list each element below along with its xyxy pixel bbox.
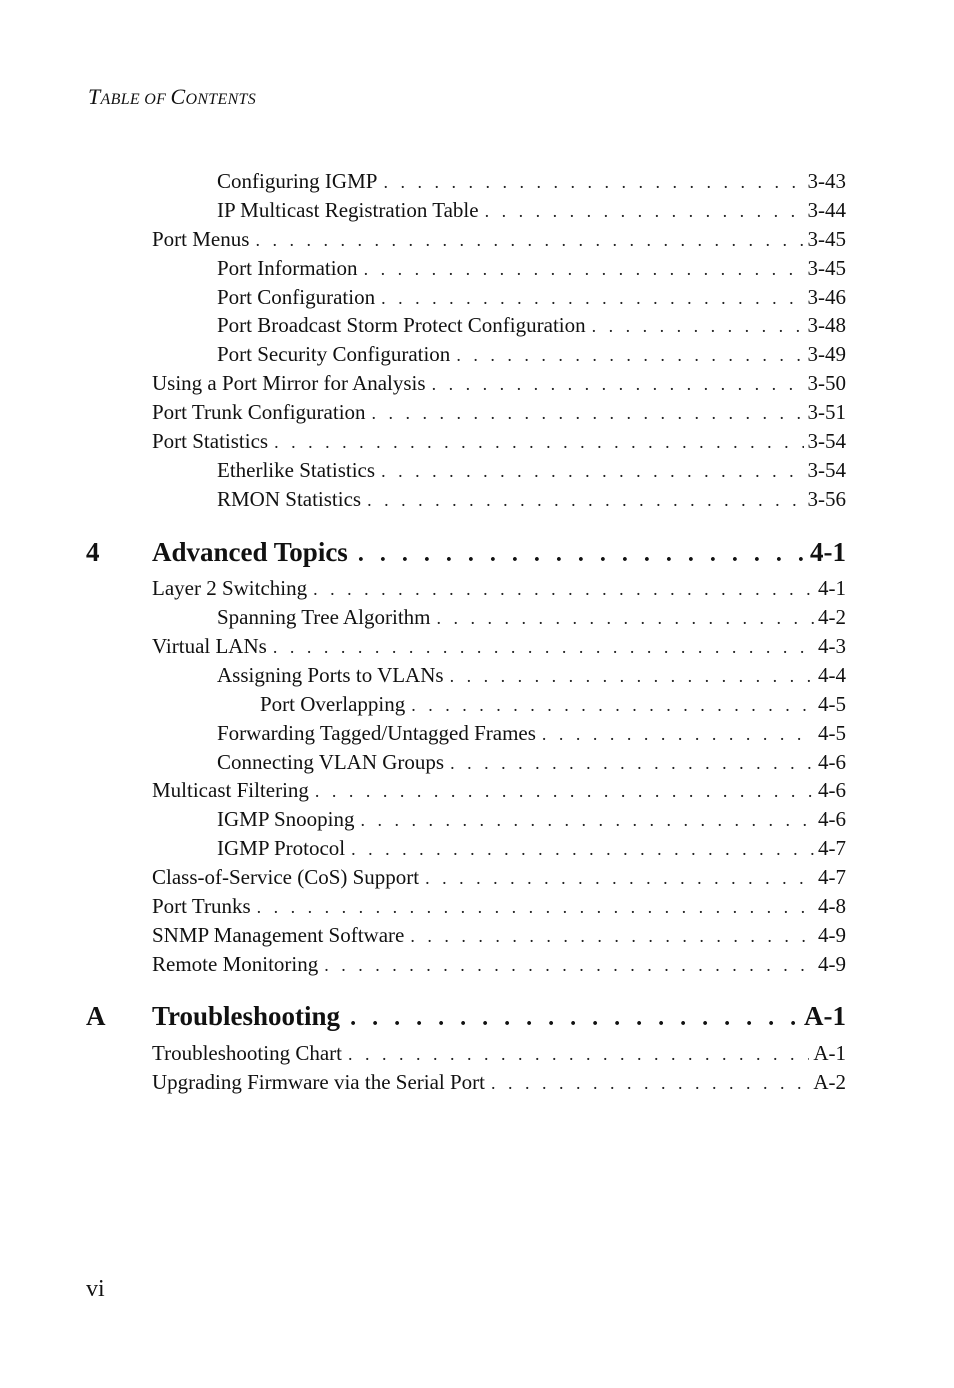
toc-entry-page: 4-8 [818, 894, 846, 918]
toc-entry[interactable] [260, 691, 846, 718]
toc-entry-label: IGMP Snooping [217, 807, 355, 831]
toc-entry-page: 3-49 [807, 342, 846, 366]
toc-entry-label: Port Security Configuration [217, 342, 451, 366]
toc-entry-page: 3-45 [807, 227, 846, 251]
toc-entry-label: Forwarding Tagged/Untagged Frames [217, 721, 536, 745]
appendix-heading[interactable] [152, 1000, 846, 1034]
toc-entry-page: 4-9 [818, 952, 846, 976]
dot-leader [485, 198, 804, 224]
toc-entry[interactable] [152, 399, 846, 426]
toc-entry-page: 3-54 [807, 458, 846, 482]
toc-entry-label: Virtual LANs [152, 634, 267, 658]
toc-entry-page: 3-51 [807, 400, 846, 424]
dot-leader [315, 778, 814, 804]
dot-leader [456, 342, 803, 368]
toc-entry-page: 3-50 [807, 371, 846, 395]
toc-entry-label: Troubleshooting Chart [152, 1041, 342, 1065]
toc-entry-page: 4-5 [818, 692, 846, 716]
toc-entry-page: 4-6 [818, 750, 846, 774]
dot-leader [432, 371, 804, 397]
toc-entry[interactable] [152, 226, 846, 253]
toc-entry-label: Multicast Filtering [152, 778, 309, 802]
toc-entry[interactable] [152, 1069, 846, 1096]
toc-entry[interactable] [152, 893, 846, 920]
toc-entry-label: Spanning Tree Algorithm [217, 605, 431, 629]
toc-entry[interactable] [152, 370, 846, 397]
toc-entry-page: 4-7 [818, 865, 846, 889]
toc-entry[interactable] [152, 575, 846, 602]
appendix-letter: A [86, 1001, 106, 1031]
toc-entry[interactable] [217, 662, 846, 689]
appendix-title: Troubleshooting [152, 1001, 341, 1031]
header-part: ONTENTS [185, 91, 257, 108]
toc-entry-label: Upgrading Firmware via the Serial Port [152, 1070, 486, 1094]
toc-entry-label: IP Multicast Registration Table [217, 198, 479, 222]
toc-entry[interactable] [152, 864, 846, 891]
dot-leader [273, 634, 814, 660]
toc-entry-label: Port Overlapping [260, 692, 406, 716]
dot-leader [425, 865, 814, 891]
toc-entry-label: SNMP Management Software [152, 923, 405, 947]
dot-leader [542, 721, 814, 747]
toc-entry-page: A-1 [813, 1041, 846, 1065]
toc-entry[interactable] [152, 922, 846, 949]
toc-entry-label: Port Information [217, 256, 358, 280]
toc-entry-page: A-2 [813, 1070, 846, 1094]
toc-entry-page: 3-54 [807, 429, 846, 453]
dot-leader [437, 605, 814, 631]
dot-leader [372, 400, 804, 426]
toc-entry-page: 3-46 [807, 285, 846, 309]
toc-entry[interactable] [217, 486, 846, 513]
appendix-page: A-1 [804, 1001, 846, 1031]
header-part: ABLE OF [100, 91, 171, 108]
dot-leader [255, 227, 803, 253]
toc-entry-page: 4-2 [818, 605, 846, 629]
toc-entry-label: RMON Statistics [217, 487, 362, 511]
dot-leader [381, 458, 803, 484]
page-number: vi [86, 1276, 105, 1302]
toc-entry-label: Class-of-Service (CoS) Support [152, 865, 420, 889]
running-header [88, 84, 256, 110]
toc-entry-page: 4-6 [818, 778, 846, 802]
toc-entry[interactable] [217, 835, 846, 862]
toc-entry[interactable] [217, 197, 846, 224]
toc-entry[interactable] [152, 633, 846, 660]
toc-entry-page: 3-45 [807, 256, 846, 280]
toc-entry[interactable] [217, 806, 846, 833]
toc-entry-page: 4-5 [818, 721, 846, 745]
toc-entry-label: Port Configuration [217, 285, 376, 309]
toc-entry[interactable] [217, 284, 846, 311]
toc-entry[interactable] [217, 341, 846, 368]
toc-entry-page: 4-3 [818, 634, 846, 658]
toc-entry[interactable] [217, 749, 846, 776]
toc-entry-page: 4-1 [818, 576, 846, 600]
toc-entry[interactable] [217, 168, 846, 195]
toc-entry-page: 4-9 [818, 923, 846, 947]
toc-entry[interactable] [217, 457, 846, 484]
toc-entry-page: 3-48 [807, 313, 846, 337]
dot-leader [274, 429, 803, 455]
toc-entry-label: Port Trunks [152, 894, 251, 918]
dot-leader [367, 487, 803, 513]
chapter-page: 4-1 [810, 537, 846, 567]
dot-leader [364, 256, 804, 282]
toc-entry-label: Using a Port Mirror for Analysis [152, 371, 426, 395]
dot-leader [450, 663, 814, 689]
dot-leader [383, 169, 803, 195]
dot-leader [348, 1041, 809, 1067]
toc-entry-page: 4-4 [818, 663, 846, 687]
toc-entry-label: Connecting VLAN Groups [217, 750, 445, 774]
toc-entry-label: Remote Monitoring [152, 952, 319, 976]
toc-entry-page: 3-56 [807, 487, 846, 511]
dot-leader [450, 750, 814, 776]
toc-entry-label: Assigning Ports to VLANs [217, 663, 444, 687]
dot-leader [361, 807, 815, 833]
toc-entry-label: Port Statistics [152, 429, 269, 453]
dot-leader [324, 952, 814, 978]
toc-entry[interactable] [152, 777, 846, 804]
dot-leader [350, 1002, 800, 1034]
toc-entry[interactable] [217, 312, 846, 339]
chapter-number: 4 [86, 537, 100, 567]
dot-leader [313, 576, 814, 602]
toc-entry-label: Port Menus [152, 227, 250, 251]
toc-entry-label: Configuring IGMP [217, 169, 378, 193]
toc-entry[interactable] [217, 604, 846, 631]
dot-leader [411, 692, 814, 718]
toc-entry-label: Port Broadcast Storm Protect Configuration [217, 313, 586, 337]
toc-entry[interactable] [217, 720, 846, 747]
header-part: T [88, 84, 101, 109]
toc-entry-page: 3-44 [807, 198, 846, 222]
dot-leader [358, 538, 806, 570]
dot-leader [351, 836, 814, 862]
chapter-title: Advanced Topics [152, 537, 348, 567]
header-part: C [170, 84, 186, 109]
toc-entry[interactable] [152, 1040, 846, 1067]
dot-leader [381, 285, 803, 311]
toc-entry-label: Etherlike Statistics [217, 458, 376, 482]
toc-entry-label: Port Trunk Configuration [152, 400, 366, 424]
dot-leader [257, 894, 814, 920]
dot-leader [410, 923, 814, 949]
toc-entry-page: 4-7 [818, 836, 846, 860]
toc-entry-label: IGMP Protocol [217, 836, 346, 860]
dot-leader [491, 1070, 809, 1096]
dot-leader [592, 313, 804, 339]
chapter-heading[interactable] [152, 536, 846, 570]
toc-entry-page: 4-6 [818, 807, 846, 831]
toc-entry[interactable] [152, 428, 846, 455]
toc-entry-label: Layer 2 Switching [152, 576, 308, 600]
toc-entry-page: 3-43 [807, 169, 846, 193]
toc-entry[interactable] [152, 951, 846, 978]
toc-entry[interactable] [217, 255, 846, 282]
